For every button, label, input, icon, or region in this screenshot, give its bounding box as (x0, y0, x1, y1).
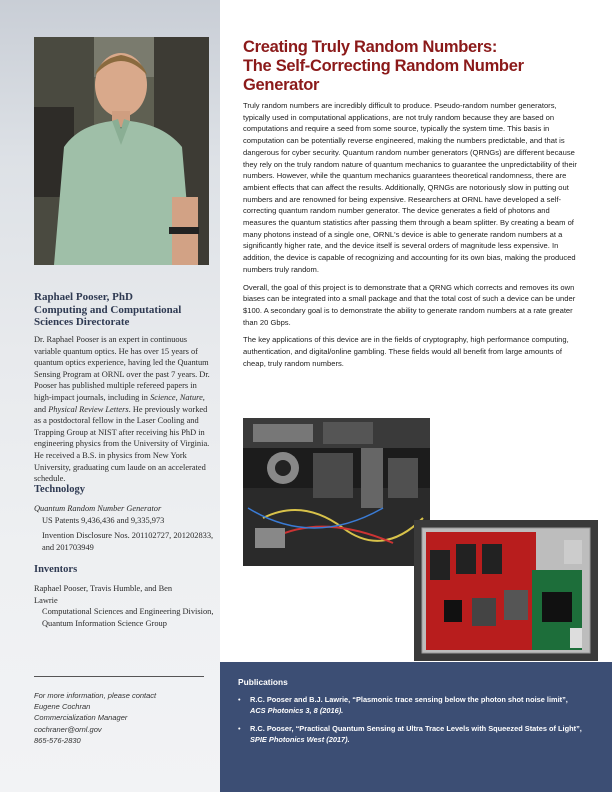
bio-name-line: Sciences Directorate (34, 316, 130, 328)
publication-item (238, 723, 583, 745)
technology-heading: Technology (34, 484, 85, 495)
optics-setup-photo (243, 418, 430, 566)
paragraph: Truly random numbers are incredibly difficult to produce. Pseudo-random number generators, typically used in computational applications, are not truly random because they are based on computations and require a seed from some source, typically the system time. This basis in computation can be potentially reverse engineered, making the numbers predictable, and that is dangerous for cyber security. Quantum random number generators (QRNGs) are different because they rely on the truly random nature of quantum mechanics to guarantee the unpredictability of their numbers. However, while the quantum mechanics guarantees theoretical randomness, there are ambient effects that can affect the results. Additionally, QRNGs are notoriously slow in putting out numbers and are renowned for being expensive. Researchers at ORNL have developed a self-correcting quantum random number generator. The device generates a field of photons and measures the quantum statistics after passing them through a beam splitter. By creating a beam of many photons instead of a single one, ORNL's device is able to generate random numbers at a significantly higher rate, and the device itself is several orders of magnitude less expensive. In addition, the device is capable of recognizing and accounting for its own bias, making the produced numbers truly random. (243, 101, 577, 274)
portrait-photo (34, 37, 209, 265)
publications-heading: Publications (238, 677, 288, 687)
bio-text-sep: , and (34, 392, 205, 414)
publication-text: R.C. Pooser, “Practical Quantum Sensing at Ultra Trace Levels with Squeezed States of Light”, (250, 724, 582, 733)
inventor-names: Raphael Pooser, Travis Humble, and Ben Lawrie (34, 584, 173, 605)
bullet-icon: • (238, 695, 241, 704)
publication-item (238, 694, 583, 716)
contact-line: For more information, please contact (34, 691, 157, 700)
paragraph: Overall, the goal of this project is to demonstrate that a QRNG which corrects and removes its own biases can be integrated into a small package and that the total cost of such a device can be under $100. A secondary goal is to demonstrate the ability to generate random numbers at a rate greater than 20 Gbps. (243, 282, 576, 327)
bio-text-sep: , (175, 392, 180, 402)
title-line: The Self-Correcting Random Number Generator (243, 57, 524, 94)
bio-name (34, 291, 214, 329)
divider (34, 676, 204, 677)
journal-name: Nature (179, 392, 203, 402)
page-title (243, 38, 593, 95)
journal-name: Science (150, 392, 176, 402)
title-line: Creating Truly Random Numbers: (243, 38, 498, 56)
bio-text-part: Dr. Raphael Pooser is an expert in continuous variable quantum optics. He has over 15 years of quantum optics experience, having led the Quantum Sensing Program at ORNL over the past 7 years. Dr. Pooser has published multiple refereed papers in high-impact journals, including in (34, 335, 210, 402)
bio-name-line: Raphael Pooser, PhD (34, 291, 133, 303)
technology-name: Quantum Random Number Generator (34, 504, 162, 513)
contact-email[interactable]: cochraner@ornl.gov (34, 724, 102, 734)
technology-section (34, 503, 214, 553)
contact-name: Eugene Cochran (34, 702, 91, 712)
paragraph: The key applications of this device are in the fields of cryptography, high performance computing, authentication, and digital/online gambling. These fields would all benefit from large amounts of cheap, truly random numbers. (243, 335, 569, 368)
journal-name: Physical Review Letters (48, 404, 129, 414)
circuit-board-render (414, 520, 598, 661)
bullet-icon: • (238, 724, 241, 733)
inventor-division: Computational Sciences and Engineering Division, Quantum Information Science Group (42, 607, 214, 628)
publication-citation: SPIE Photonics West (2017). (250, 735, 350, 745)
inventors-heading: Inventors (34, 564, 78, 575)
contact-phone: 865-576-2830 (34, 735, 81, 745)
bio-text-part: . He previously worked as a postdoctoral fellow in the Laser Cooling and Trapping Group at NIST after receiving his PhD in engineering physics from the University of Virginia. He received a B.S. in physics from New York University, graduating cum laude on an accelerated schedule. (34, 404, 210, 484)
contact-role: Commercialization Manager (34, 713, 128, 723)
bio-name-line: Computing and Computational (34, 303, 182, 316)
bio-text (34, 334, 212, 485)
publication-text: R.C. Pooser and B.J. Lawrie, “Plasmonic trace sensing below the photon shot noise limit”, (250, 695, 568, 704)
article-body (243, 100, 585, 375)
publication-citation: ACS Photonics 3, 8 (2016). (250, 706, 344, 716)
patents: US Patents 9,436,436 and 9,335,973 (42, 515, 165, 525)
contact-info (34, 690, 214, 746)
invention-disclosures: Invention Disclosure Nos. 201102727, 201202833, and 201703949 (42, 531, 214, 552)
inventors-section (34, 583, 214, 629)
